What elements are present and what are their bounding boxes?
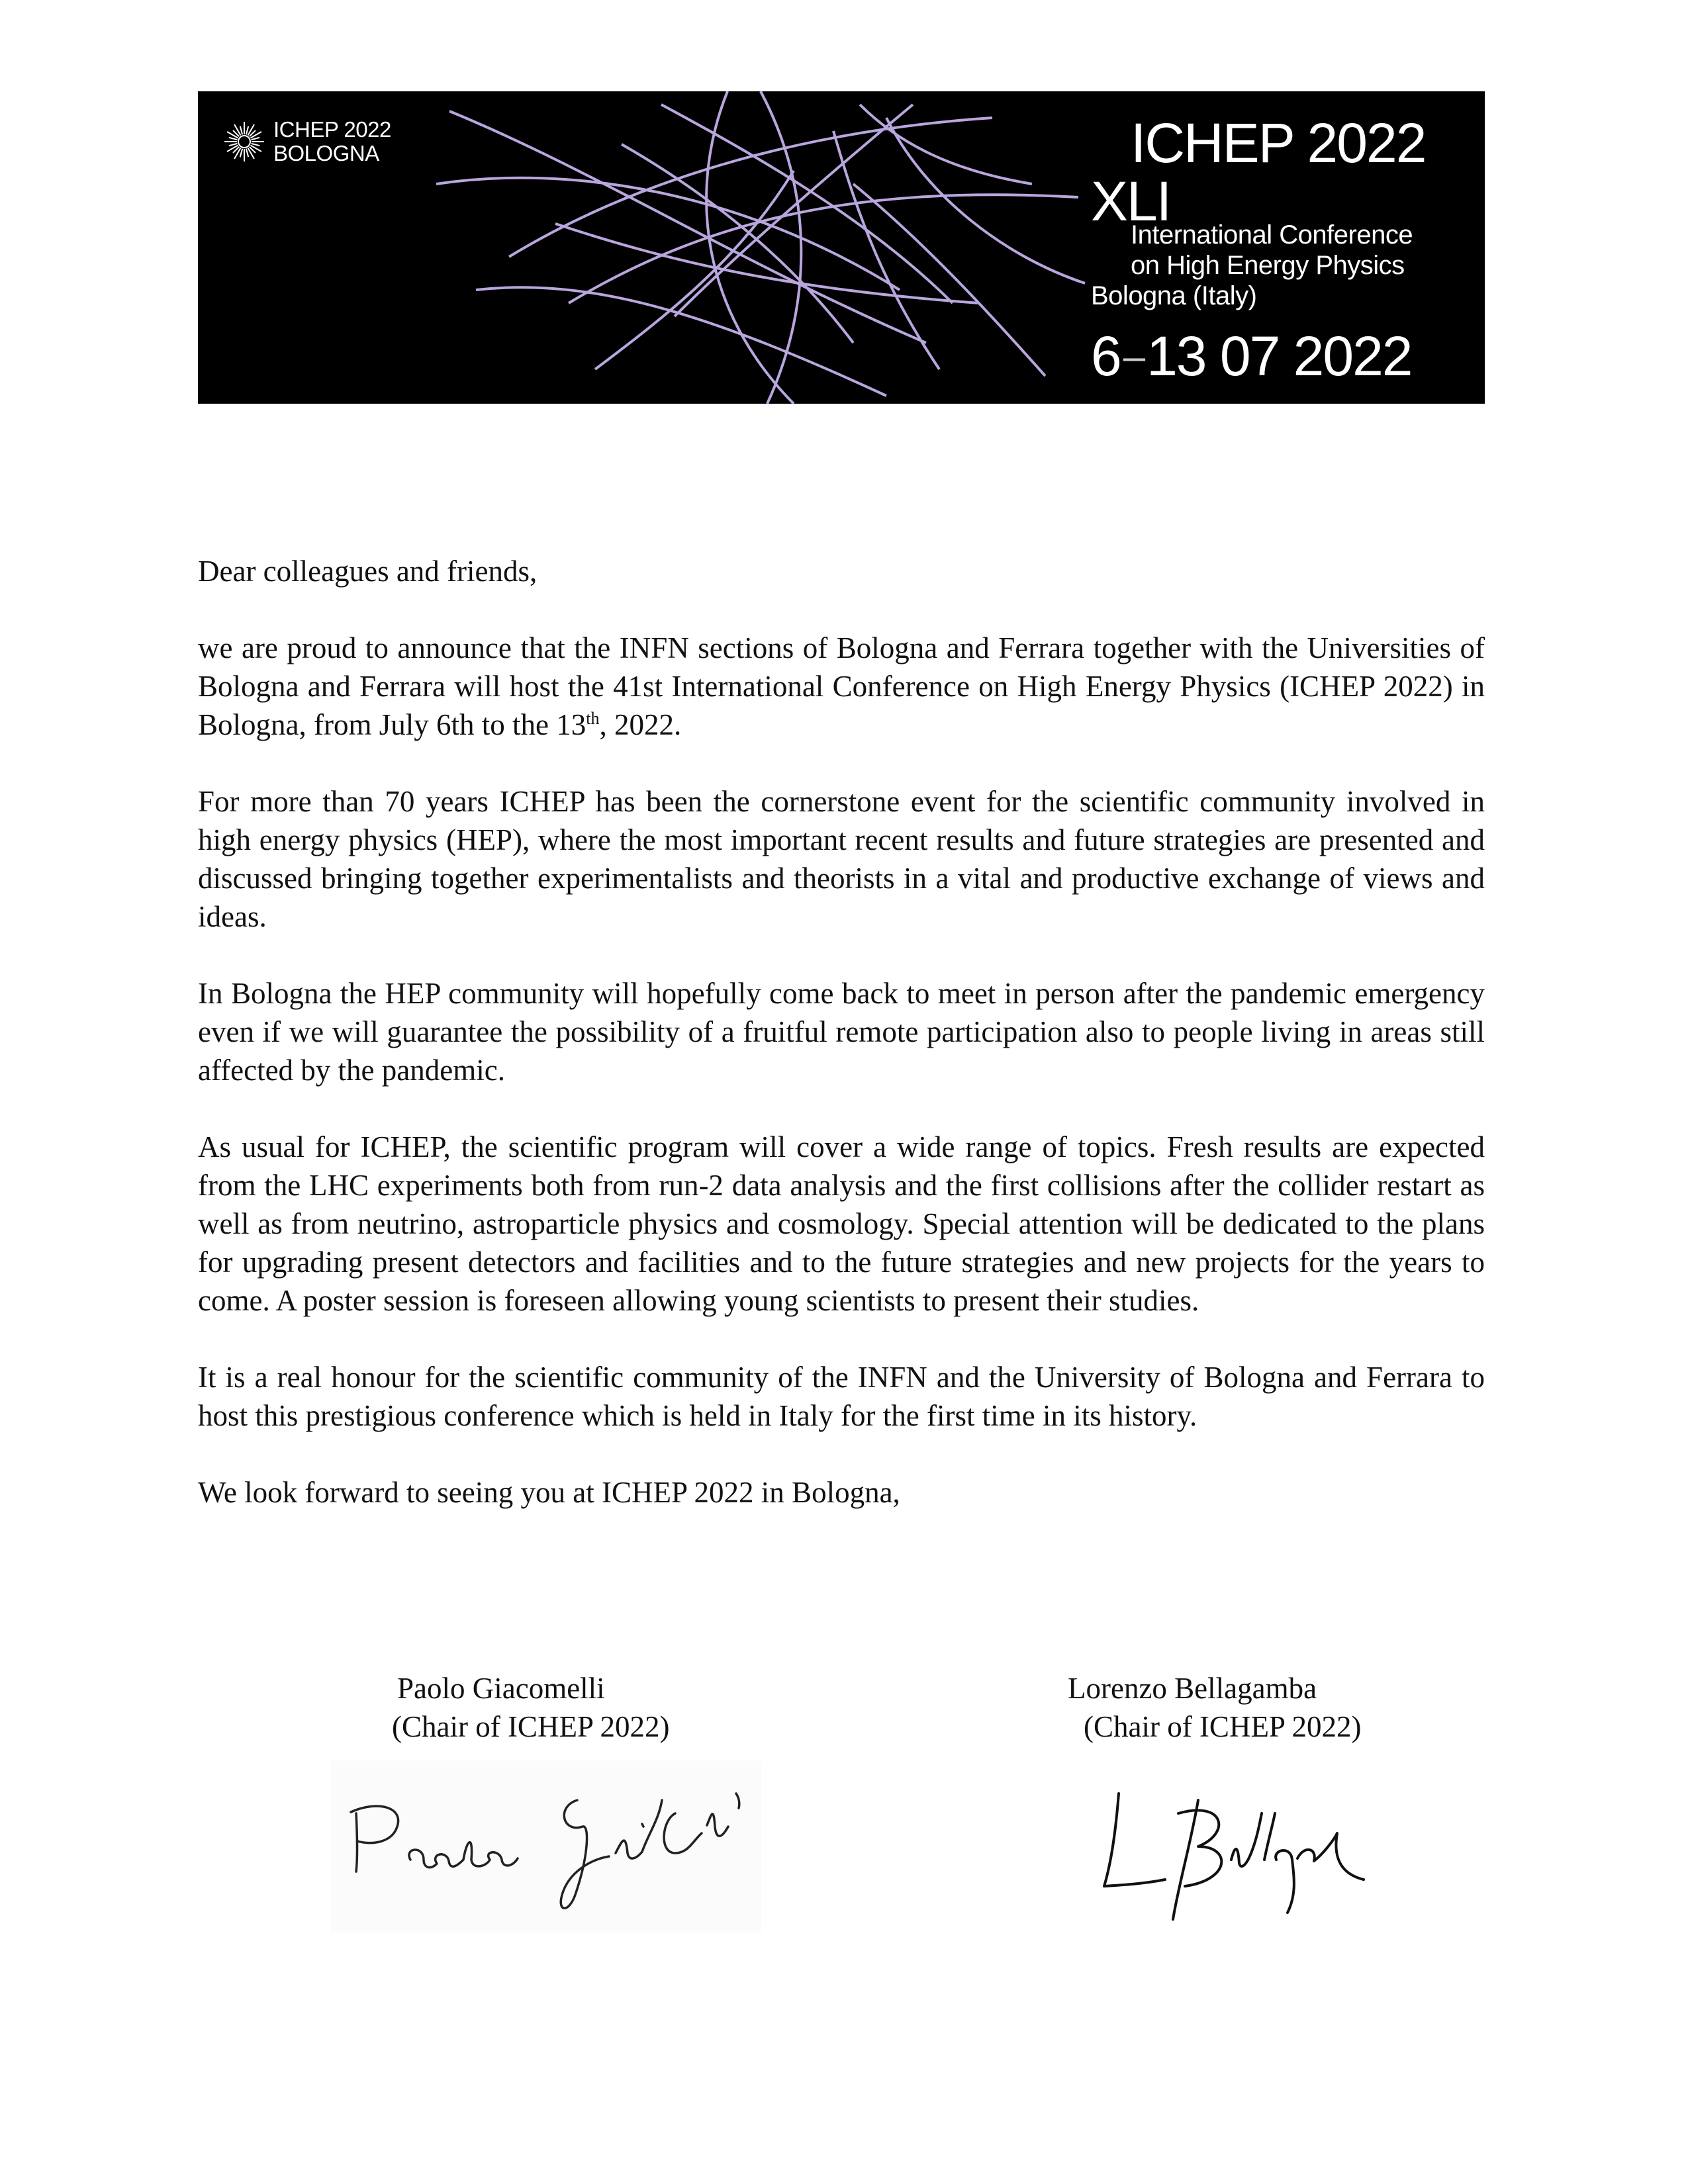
paragraph-1-end: , 2022.: [599, 708, 682, 741]
banner-title: ICHEP 2022: [1131, 112, 1426, 174]
ichep-logo: [223, 118, 391, 165]
letter-paragraph-2: For more than 70 years ICHEP has been the cornerstone event for the scientific community involved in high energy physics (HEP), where the most important recent results and future strategies are presented and discussed bringing together experimentalists and theorists in a vital and productive exchange of views and ideas.: [198, 785, 1485, 933]
conference-banner: [198, 91, 1485, 404]
signatory-name: Lorenzo Bellagamba: [1068, 1672, 1317, 1705]
signature-giacomelli: [331, 1760, 761, 1933]
banner-subtitle: [1131, 220, 1413, 281]
banner-city: Bologna (Italy): [1091, 281, 1257, 310]
banner-date-rest: 13 07 2022: [1147, 325, 1412, 387]
banner-subtitle-line-1: International Conference: [1131, 220, 1413, 250]
banner-date-start: 6: [1091, 325, 1121, 387]
letter-paragraph-5: It is a real honour for the scientific community of the INFN and the University of Bologna and Ferrara to host this prestigious conference which is held in Italy for the first time in its history.: [198, 1361, 1485, 1432]
logo-line-2: BOLOGNA: [273, 141, 379, 165]
signatory-left: [392, 1669, 670, 1746]
letter-greeting: Dear colleagues and friends,: [198, 555, 538, 588]
banner-date-dash: –: [1123, 334, 1145, 379]
letter-closing: We look forward to seeing you at ICHEP 2022 in Bologna,: [198, 1476, 900, 1509]
letter-paragraph-4: As usual for ICHEP, the scientific program will cover a wide range of topics. Fresh results are expected from the LHC experiments both from run-2 data analysis and the first collisions after the collider restart as well as from neutrino, astroparticle physics and cosmology. Special attention will be dedicated to the plans for upgrading present detectors and facilities and to the future strategies and new projects for the years to come. A poster session is foreseen allowing young scientists to present their studies.: [198, 1130, 1485, 1317]
signatory-name: Paolo Giacomelli: [397, 1672, 605, 1705]
letter-paragraph-3: In Bologna the HEP community will hopefully come back to meet in person after the pandemic emergency even if we will guarantee the possibility of a fruitful remote participation also to people living in areas still affected by the pandemic.: [198, 977, 1485, 1087]
letter-paragraph-1: [198, 629, 1485, 744]
signatory-role: (Chair of ICHEP 2022): [392, 1710, 670, 1743]
banner-edition-roman: XLI: [1091, 170, 1171, 232]
letter-body: [198, 552, 1485, 1550]
banner-date: [1091, 324, 1412, 388]
signature-bellagamba: [1099, 1787, 1377, 1933]
signatory-right: [1068, 1669, 1362, 1746]
paragraph-1-superscript: th: [586, 709, 600, 728]
signatory-role: (Chair of ICHEP 2022): [1084, 1710, 1362, 1743]
starburst-icon: [223, 120, 265, 163]
paragraph-1-text: we are proud to announce that the INFN sections of Bologna and Ferrara together with the Universities of Bologna and Ferrara will host the 41st International Conference on High Energy Physics (ICHEP 2022) in Bologna, from July 6th to the 13: [198, 631, 1485, 741]
banner-subtitle-line-2: on High Energy Physics: [1131, 251, 1405, 280]
logo-line-1: ICHEP 2022: [273, 117, 391, 142]
